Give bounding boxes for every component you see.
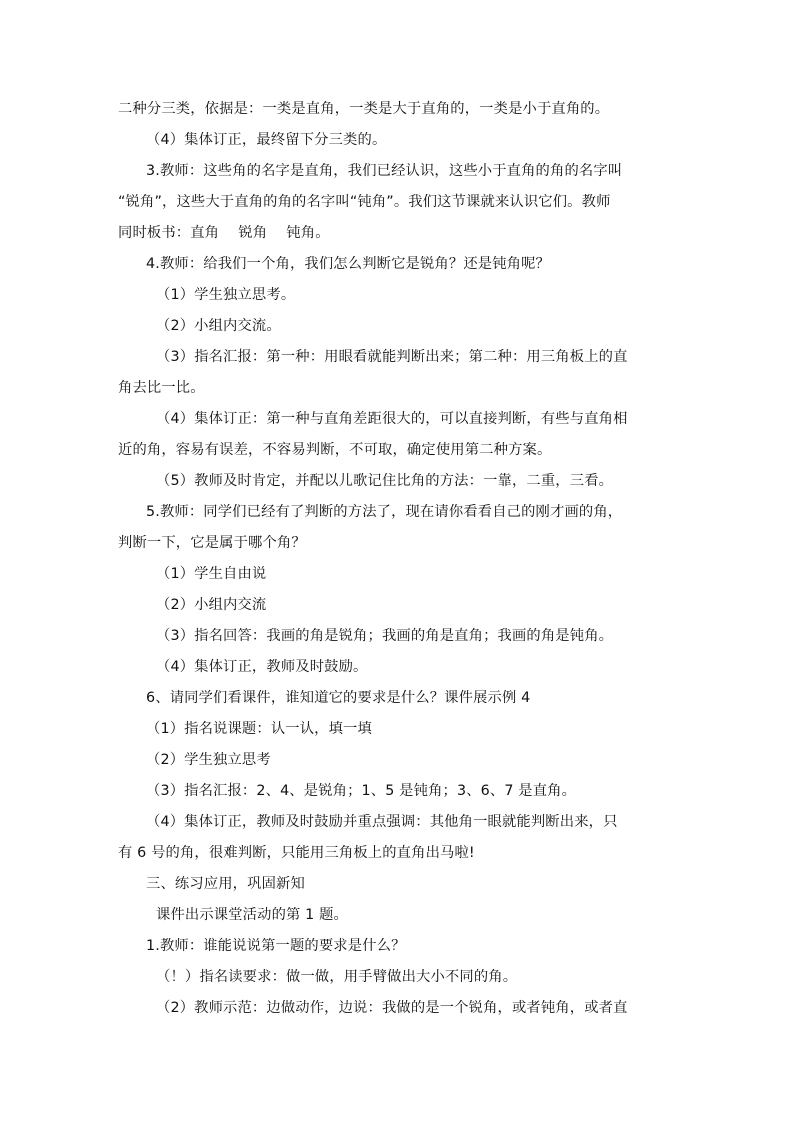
text-line: （1）指名说课题：认一认，填一填 [146,721,372,737]
text-line: 1.教师：谁能说说第一题的要求是什么？ [146,938,406,954]
text-line: “锐角”，这些大于直角的角的名字叫“钝角”。我们这节课就来认识它们。教师 [118,194,611,210]
section-heading: 三、练习应用，巩固新知 [146,876,305,892]
text-line: 3.教师：这些角的名字是直角，我们已经认识，这些小于直角的角的名字叫 [146,163,623,179]
text-line: 4.教师：给我们一个角，我们怎么判断它是锐角？还是钝角呢？ [146,256,551,272]
text-line: （2）小组内交流 [156,597,267,613]
text-line: 5.教师：同学们已经有了判断的方法了，现在请你看看自己的刚才画的角， [146,504,623,520]
text-line: 课件出示课堂活动的第 1 题。 [156,907,348,923]
text-line: （3）指名汇报：2、4、是锐角；1、5 是钝角；3、6、7 是直角。 [146,783,577,799]
text-line: （2）教师示范：边做动作，边说：我做的是一个锐角，或者钝角，或者直 [156,1000,628,1016]
text-line: （4）集体订正，最终留下分三类的。 [146,132,387,148]
text-line: 近的角，容易有误差，不容易判断，不可取，确定使用第二种方案。 [118,442,552,458]
text-line: （4）集体订正，教师及时鼓励并重点强调：其他角一眼就能判断出来，只 [146,814,618,830]
text-line: 二种分三类，依据是：一类是直角，一类是大于直角的，一类是小于直角的。 [118,101,610,117]
text-line: 判断一下，它是属于哪个角？ [118,535,306,551]
document-page [118,94,678,1024]
text-line: （2）学生独立思考 [146,752,271,768]
text-line: （1）学生独立思考。 [156,287,296,303]
text-line: 角去比一比。 [118,380,205,396]
text-line: （4）集体订正：第一种与直角差距很大的，可以直接判断，有些与直角相 [156,411,628,427]
text-line: （3）指名汇报：第一种：用眼看就能判断出来；第二种：用三角板上的直 [156,349,628,365]
text-line: （2）小组内交流。 [156,318,281,334]
text-line: 有 6 号的角，很难判断，只能用三角板上的直角出马啦! [118,845,475,861]
text-line: （3）指名回答：我画的角是锐角；我画的角是直角；我画的角是钝角。 [156,628,614,644]
text-line: （1）学生自由说 [156,566,267,582]
text-line: 6、请同学们看课件，谁知道它的要求是什么？课件展示例 4 [146,690,531,706]
text-line: 同时板书：直角 锐角 钝角。 [118,225,330,241]
text-line: （5）教师及时肯定，并配以儿歌记住比角的方法：一靠，二重，三看。 [156,473,614,489]
text-line: （！）指名读要求：做一做，用手臂做出大小不同的角。 [156,969,518,985]
text-line: （4）集体订正，教师及时鼓励。 [156,659,368,675]
